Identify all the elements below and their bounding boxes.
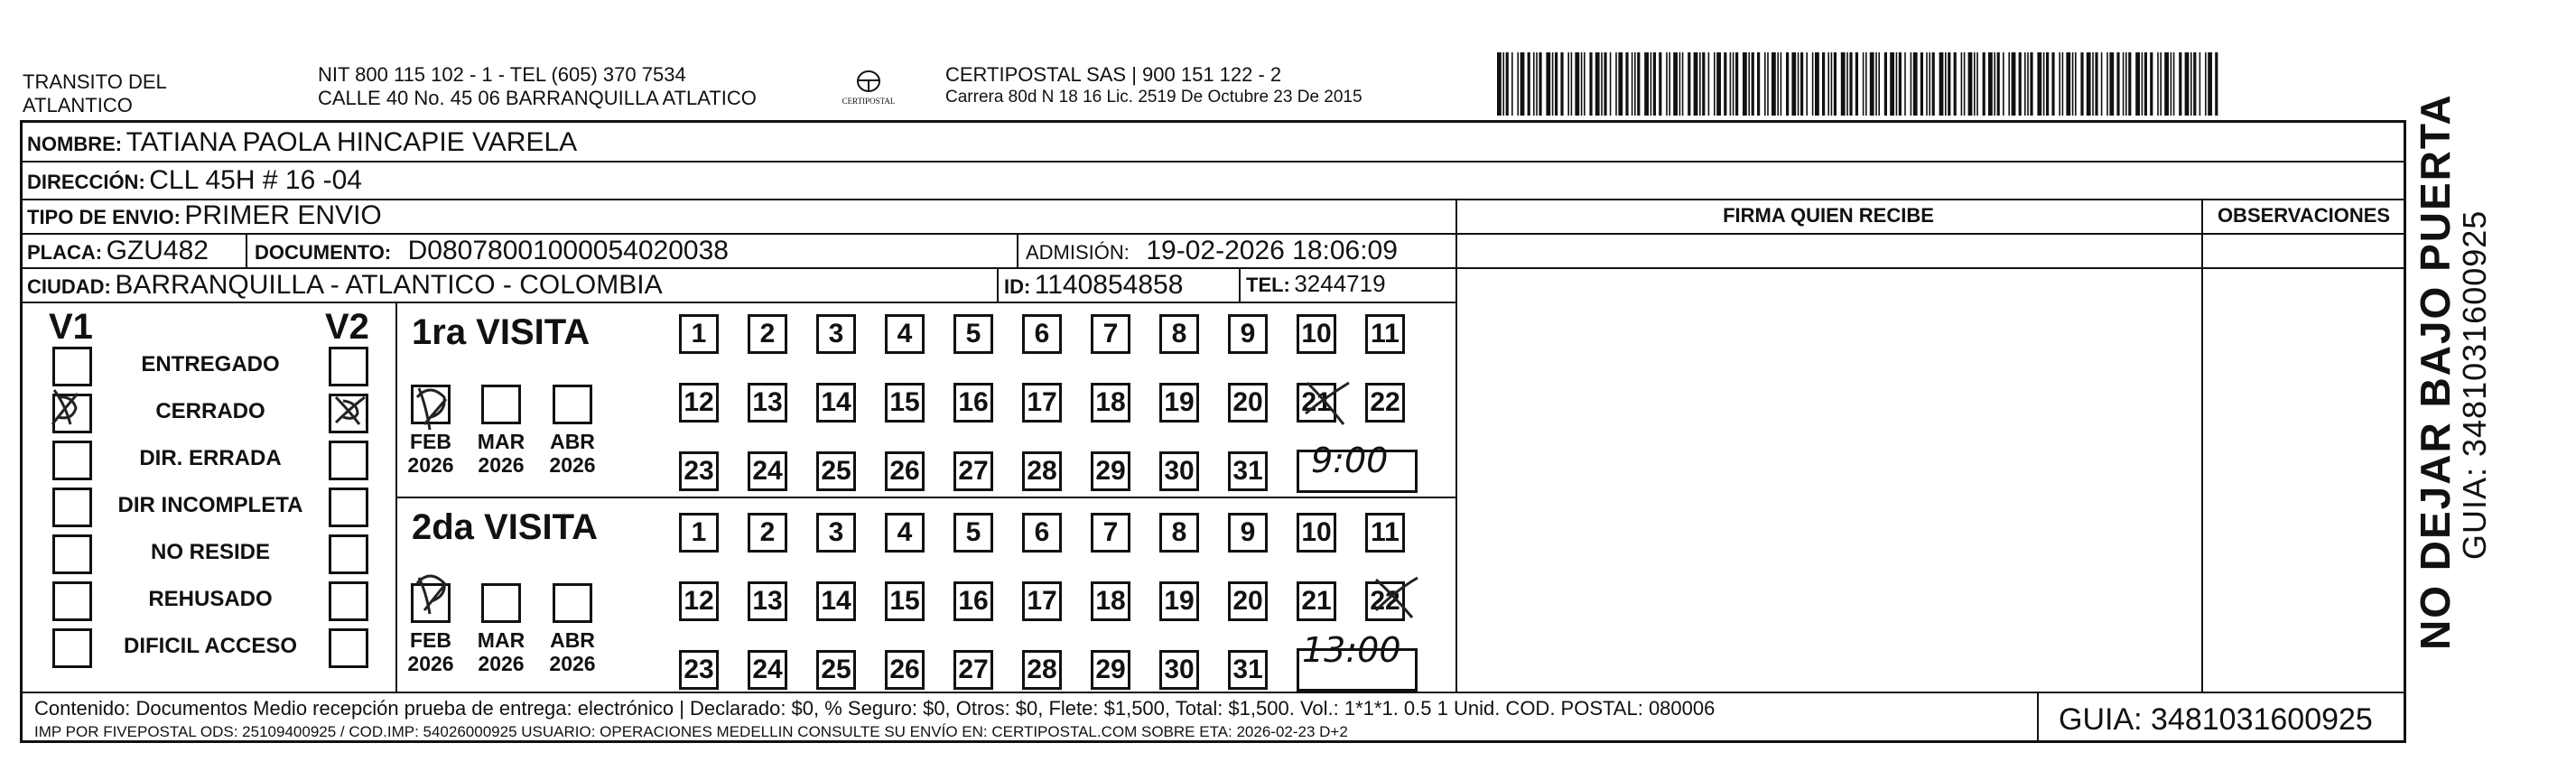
- first-visit-day-27[interactable]: 27: [953, 451, 993, 491]
- first-visit-day-30[interactable]: 30: [1159, 451, 1199, 491]
- month-label: ABR: [550, 628, 595, 652]
- documento-value: D08078001000054020038: [407, 236, 729, 265]
- year-label: 2026: [549, 652, 596, 675]
- first-visit-time: 9:00: [1311, 441, 1389, 480]
- year-label: 2026: [549, 453, 596, 477]
- id-label: ID:: [1004, 275, 1031, 298]
- first-visit-day-2[interactable]: 2: [748, 314, 787, 354]
- issuer-line-2: ATLANTICO: [23, 94, 133, 116]
- firma-header: FIRMA QUIEN RECIBE: [1723, 204, 1934, 227]
- observaciones-header: OBSERVACIONES: [2217, 204, 2391, 227]
- second-visit-day-17[interactable]: 17: [1022, 581, 1062, 621]
- month-label: FEB: [410, 430, 451, 453]
- year-label: 2026: [478, 453, 525, 477]
- second-visit-day-21[interactable]: 21: [1297, 581, 1336, 621]
- id-value: 1140854858: [1034, 270, 1184, 300]
- second-visit-day-12[interactable]: 12: [679, 581, 719, 621]
- status-label: DIFICIL ACCESO: [123, 634, 297, 658]
- second-visit-day-20[interactable]: 20: [1228, 581, 1268, 621]
- first-visit-day-18[interactable]: 18: [1091, 383, 1130, 423]
- second-visit-day-4[interactable]: 4: [885, 513, 925, 553]
- first-visit-day-6[interactable]: 6: [1022, 314, 1062, 354]
- first-visit-day-3[interactable]: 3: [816, 314, 856, 354]
- month-label: MAR: [477, 430, 525, 453]
- second-visit-day-2[interactable]: 2: [748, 513, 787, 553]
- first-visit-day-14[interactable]: 14: [816, 383, 856, 423]
- first-visit-day-16[interactable]: 16: [953, 383, 993, 423]
- second-visit-day-27[interactable]: 27: [953, 650, 993, 690]
- first-visit-day-23[interactable]: 23: [679, 451, 719, 491]
- placa-label: PLACA:: [27, 241, 103, 264]
- imp-line: IMP POR FIVEPOSTAL ODS: 25109400925 / COD.IMP: 54026000925 USUARIO: OPERACIONES MEDELLIN CONSULTE SU ENVÍO EN: CERTIPOSTAL.COM SOBRE ETA: 2026-02-23 D+2: [34, 723, 1348, 740]
- second-visit-day-15[interactable]: 15: [885, 581, 925, 621]
- first-visit-day-17[interactable]: 17: [1022, 383, 1062, 423]
- tipo-label: TIPO DE ENVIO:: [27, 206, 181, 228]
- status-label: DIR INCOMPLETA: [117, 493, 303, 517]
- month-label: MAR: [477, 628, 525, 652]
- second-visit-day-1[interactable]: 1: [679, 513, 719, 553]
- year-label: 2026: [478, 652, 525, 675]
- placa-value: GZU482: [106, 236, 209, 265]
- second-visit-day-7[interactable]: 7: [1091, 513, 1130, 553]
- first-visit-day-4[interactable]: 4: [885, 314, 925, 354]
- side-warning: NO DEJAR BAJO PUERTA: [2412, 93, 2459, 650]
- year-label: 2026: [407, 652, 454, 675]
- direccion-value: CLL 45H # 16 -04: [149, 165, 362, 195]
- second-visit-day-24[interactable]: 24: [748, 650, 787, 690]
- tel-label: TEL:: [1246, 274, 1290, 296]
- admision-label: ADMISIÓN:: [1026, 241, 1130, 264]
- first-visit-day-5[interactable]: 5: [953, 314, 993, 354]
- first-visit-day-22[interactable]: 22: [1365, 383, 1405, 423]
- first-visit-day-24[interactable]: 24: [748, 451, 787, 491]
- first-visit-day-20[interactable]: 20: [1228, 383, 1268, 423]
- documento-label: DOCUMENTO:: [255, 241, 392, 264]
- first-visit-day-11[interactable]: 11: [1365, 314, 1405, 354]
- second-visit-time: 13:00: [1302, 630, 1401, 670]
- first-visit-day-1[interactable]: 1: [679, 314, 719, 354]
- issuer-line-1: TRANSITO DEL: [23, 70, 167, 93]
- first-visit-day-15[interactable]: 15: [885, 383, 925, 423]
- first-visit-day-7[interactable]: 7: [1091, 314, 1130, 354]
- tipo-value: PRIMER ENVIO: [184, 200, 382, 230]
- year-label: 2026: [407, 453, 454, 477]
- second-visit-day-5[interactable]: 5: [953, 513, 993, 553]
- second-visit-day-29[interactable]: 29: [1091, 650, 1130, 690]
- second-visit-day-19[interactable]: 19: [1159, 581, 1199, 621]
- second-visit-day-30[interactable]: 30: [1159, 650, 1199, 690]
- footer-guia: GUIA: 3481031600925: [2059, 702, 2373, 737]
- second-visit-title: 2da VISITA: [412, 507, 598, 547]
- v1-header: V1: [49, 307, 93, 347]
- first-visit-day-13[interactable]: 13: [748, 383, 787, 423]
- second-visit-day-31[interactable]: 31: [1228, 650, 1268, 690]
- month-label: ABR: [550, 430, 595, 453]
- second-visit-day-8[interactable]: 8: [1159, 513, 1199, 553]
- second-visit-day-14[interactable]: 14: [816, 581, 856, 621]
- second-visit-day-10[interactable]: 10: [1297, 513, 1336, 553]
- second-visit-day-6[interactable]: 6: [1022, 513, 1062, 553]
- first-visit-day-8[interactable]: 8: [1159, 314, 1199, 354]
- side-guia: GUIA: 3481031600925: [2456, 209, 2493, 560]
- first-visit-day-12[interactable]: 12: [679, 383, 719, 423]
- second-visit-day-18[interactable]: 18: [1091, 581, 1130, 621]
- status-label: CERRADO: [155, 399, 265, 423]
- first-visit-day-28[interactable]: 28: [1022, 451, 1062, 491]
- second-visit-day-25[interactable]: 25: [816, 650, 856, 690]
- first-visit-day-26[interactable]: 26: [885, 451, 925, 491]
- second-visit-day-23[interactable]: 23: [679, 650, 719, 690]
- address-line: CALLE 40 No. 45 06 BARRANQUILLA ATLATICO: [318, 87, 757, 109]
- first-visit-day-25[interactable]: 25: [816, 451, 856, 491]
- month-label: FEB: [410, 628, 451, 652]
- nit-line: NIT 800 115 102 - 1 - TEL (605) 370 7534: [318, 63, 686, 86]
- second-visit-day-22[interactable]: 22: [1365, 581, 1405, 621]
- second-visit-day-16[interactable]: 16: [953, 581, 993, 621]
- second-visit-day-9[interactable]: 9: [1228, 513, 1268, 553]
- second-visit-day-26[interactable]: 26: [885, 650, 925, 690]
- ciudad-value: BARRANQUILLA - ATLANTICO - COLOMBIA: [115, 270, 663, 300]
- second-visit-day-11[interactable]: 11: [1365, 513, 1405, 553]
- first-visit-day-9[interactable]: 9: [1228, 314, 1268, 354]
- ciudad-label: CIUDAD:: [27, 275, 111, 298]
- first-visit-title: 1ra VISITA: [412, 312, 591, 352]
- status-label: DIR. ERRADA: [139, 446, 282, 470]
- direccion-label: DIRECCIÓN:: [27, 171, 145, 193]
- nombre-label: NOMBRE:: [27, 133, 123, 155]
- logo-text: CERTIPOSTAL: [842, 97, 896, 106]
- contenido-line: Contenido: Documentos Medio recepción prueba de entrega: electrónico | Declarado: $0, % Seguro: $0, Otros: $0, Flete: $1,500, Total: $1,500. Vol.: 1*1*1. 0.5 1 Unid. COD. POSTAL: 080006: [34, 697, 1716, 720]
- second-visit-day-13[interactable]: 13: [748, 581, 787, 621]
- first-visit-day-21[interactable]: 21: [1297, 383, 1336, 423]
- status-label: REHUSADO: [148, 587, 273, 611]
- company-line: CERTIPOSTAL SAS | 900 151 122 - 2: [945, 63, 1282, 86]
- first-visit-day-29[interactable]: 29: [1091, 451, 1130, 491]
- first-visit-day-19[interactable]: 19: [1159, 383, 1199, 423]
- first-visit-day-31[interactable]: 31: [1228, 451, 1268, 491]
- second-visit-day-28[interactable]: 28: [1022, 650, 1062, 690]
- tel-value: 3244719: [1294, 270, 1386, 297]
- admision-value: 19-02-2026 18:06:09: [1146, 236, 1398, 265]
- nombre-value: TATIANA PAOLA HINCAPIE VARELA: [126, 127, 578, 157]
- license-line: Carrera 80d N 18 16 Lic. 2519 De Octubre 23 De 2015: [945, 88, 1362, 107]
- first-visit-day-10[interactable]: 10: [1297, 314, 1336, 354]
- second-visit-day-3[interactable]: 3: [816, 513, 856, 553]
- status-label: NO RESIDE: [150, 540, 271, 564]
- v2-header: V2: [325, 307, 369, 347]
- status-label: ENTREGADO: [141, 352, 280, 376]
